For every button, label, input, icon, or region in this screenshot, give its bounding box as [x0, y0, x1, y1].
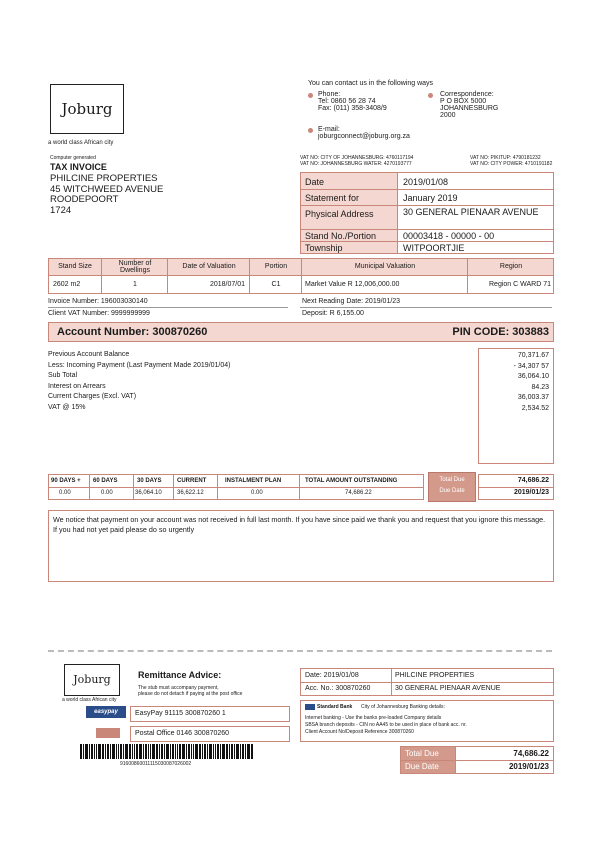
aging-header-30: 30 DAYS — [137, 478, 162, 484]
postal-number: Postal Office 0146 300870260 — [135, 730, 230, 737]
statement-value: January 2019 — [403, 193, 458, 203]
summary-values-box — [478, 348, 554, 464]
vat-right — [470, 155, 552, 167]
aging-header-current: CURRENT — [177, 478, 207, 484]
customer-address — [50, 174, 163, 216]
due-date-value: 2019/01/23 — [513, 489, 549, 496]
property-table — [48, 258, 554, 294]
bank-heading: City of Johannesburg Banking details: — [361, 704, 445, 710]
barcode — [80, 744, 290, 759]
total-due-box — [478, 474, 554, 500]
remittance-note1: The stub must accompany payment, — [138, 685, 219, 691]
bank-line3: Client Account No/Deposit Reference 300870260 — [305, 729, 414, 735]
corr-line2: JOHANNESBURG — [440, 105, 499, 112]
remittance-note2: please do not detach if paying at the post office — [138, 691, 243, 697]
vat-city-power: VAT NO: CITY POWER: 4710191182 — [470, 161, 553, 167]
value-valuation-date: 2018/07/01 — [209, 281, 245, 288]
correspondence-block — [440, 91, 498, 119]
remittance-due-date: 2019/01/23 — [508, 762, 549, 771]
customer-name: PHILCINE PROPERTIES — [50, 173, 158, 184]
due-stamp — [428, 472, 476, 502]
aging-value-30: 36,064.10 — [135, 490, 162, 496]
vat-coj: VAT NO: CITY OF JOHANNESBURG: 4760117194 — [300, 155, 414, 161]
notice-box — [48, 510, 554, 582]
aging-value-60: 0.00 — [101, 490, 113, 496]
pin-code: PIN CODE: 303883 — [452, 326, 549, 338]
joburg-logo — [50, 84, 124, 134]
aging-value-instalment: 0.00 — [251, 490, 263, 496]
email-label: E-mail: — [318, 126, 340, 133]
bank-line2: SBSA branch deposits - CIN no AA45 to be used in place of bank acc. nr. — [305, 722, 467, 728]
value-portion: C1 — [271, 281, 281, 288]
phone-label: Phone: — [318, 91, 341, 98]
next-reading-date: Next Reading Date: 2019/01/23 — [302, 298, 401, 305]
stand-value: 00003418 - 00000 - 00 — [403, 231, 495, 241]
remittance-total-due-label: Total Due — [405, 749, 439, 758]
customer-address1: 45 WITCHWEED AVENUE — [50, 183, 164, 195]
barcode-number: 91600860011115030087026002 — [120, 761, 192, 767]
deposit: Deposit: R 6,155.00 — [302, 310, 364, 317]
phone-tel: Tel: 0860 56 28 74 — [318, 98, 376, 105]
invoice-number: Invoice Number: 196003030140 — [48, 298, 148, 305]
bank-details-box — [300, 700, 554, 742]
remittance-total-box — [400, 746, 554, 774]
summary-value-payment: - 34,307 57 — [513, 362, 549, 370]
corr-line1: P O BOX 5000 — [440, 98, 487, 105]
contact-heading: You can contact us in the following ways — [308, 80, 434, 87]
notice-text: We notice that payment on your account was not received in full last month. If you have since paid we thank you and request that you ignore this message. If you had not yet paid please do so urgently — [53, 515, 546, 534]
remittance-title: Remittance Advice: — [138, 670, 222, 680]
vat-left — [300, 155, 413, 167]
aging-header-90: 90 DAYS + — [51, 478, 81, 484]
stamp-due-date-label: Due Date — [439, 488, 465, 494]
customer-postcode: 1724 — [50, 204, 72, 216]
summary-value-previous: 70,371.67 — [517, 352, 549, 359]
total-due-value: 74,686.22 — [517, 477, 549, 484]
client-vat: Client VAT Number: 9999999999 — [48, 310, 150, 317]
township-value: WITPOORTJIE — [403, 243, 465, 253]
remittance-name: PHILCINE PROPERTIES — [395, 672, 475, 679]
bank-logo-icon — [305, 704, 315, 710]
customer-address2: ROODEPOORT — [50, 194, 119, 205]
header-region: Region — [499, 263, 523, 270]
address-label: Physical Address — [305, 209, 374, 219]
aging-header-instalment: INSTALMENT PLAN — [225, 478, 282, 484]
address-value: 30 GENERAL PIENAAR AVENUE — [403, 207, 539, 217]
stamp-total-due-label: Total Due — [439, 477, 465, 483]
easypay-number: EasyPay 91115 300870260 1 — [135, 710, 226, 717]
aging-header-total: TOTAL AMOUNT OUTSTANDING — [305, 478, 398, 484]
aging-value-current: 36,622.12 — [177, 490, 204, 496]
vat-pikitup: VAT NO: PIKITUP: 4790181232 — [470, 155, 541, 161]
easypay-logo-text: easypay — [94, 709, 118, 715]
summary-label-payment: Less: Incoming Payment (Last Payment Made 2019/01/04) — [48, 361, 231, 369]
header-municipal: Municipal Valuation — [354, 263, 416, 270]
remittance-details-box — [300, 668, 554, 696]
summary-value-vat: 2,534.52 — [521, 404, 549, 412]
summary-value-interest: 84.23 — [531, 383, 549, 391]
postal-box — [130, 726, 290, 742]
aging-header-60: 60 DAYS — [93, 478, 118, 484]
aging-table — [48, 474, 424, 500]
email-block — [318, 126, 410, 140]
aging-value-90: 0.00 — [59, 490, 71, 496]
postoffice-icon — [96, 728, 120, 738]
summary-label-previous: Previous Account Balance — [48, 351, 130, 358]
header-stand-size: Stand Size — [58, 263, 92, 270]
remittance-tagline: a world class African city — [62, 697, 117, 703]
remittance-acc-no: Acc. No.: 300870260 — [305, 685, 371, 692]
email-icon — [308, 128, 313, 133]
corr-label: Correspondence: — [440, 91, 494, 98]
header-dwellings: Number of Dwellings — [118, 260, 152, 274]
remittance-address: 30 GENERAL PIENAAR AVENUE — [395, 685, 501, 692]
summary-label-current: Current Charges (Excl. VAT) — [48, 393, 137, 400]
aging-value-total: 74,686.22 — [345, 490, 372, 496]
email-address[interactable]: joburgconnect@joburg.org.za — [318, 133, 410, 140]
date-label: Date — [305, 177, 325, 187]
summary-value-current: 36,003.37 — [517, 394, 549, 401]
stand-label: Stand No./Portion — [305, 231, 377, 241]
value-municipal: Market Value R 12,006,000.00 — [305, 281, 400, 288]
summary-label-interest: Interest on Arrears — [48, 382, 106, 390]
value-dwellings: 1 — [133, 281, 137, 288]
remittance-date: Date: 2019/01/08 — [305, 672, 359, 679]
remittance-logo — [64, 664, 120, 696]
logo-text: Joburg — [61, 100, 113, 118]
bank-name: Standard Bank — [317, 704, 353, 710]
value-region: Region C WARD 71 — [489, 281, 551, 288]
statement-info-box — [300, 172, 554, 254]
summary-labels — [48, 350, 231, 413]
corr-line3: 2000 — [440, 112, 456, 119]
summary-value-subtotal: 36,064.10 — [517, 373, 549, 380]
date-value: 2019/01/08 — [403, 177, 449, 187]
header-valuation-date: Date of Valuation — [182, 263, 236, 270]
easypay-logo — [86, 706, 126, 718]
statement-label: Statement for — [305, 193, 360, 203]
account-number: Account Number: 300870260 — [57, 326, 208, 338]
phone-block — [318, 91, 387, 112]
value-stand-size: 2602 m2 — [53, 281, 81, 288]
tagline: a world class African city — [48, 140, 114, 146]
phone-fax: Fax: (011) 358-3408/9 — [318, 105, 387, 112]
computer-generated: Computer generated — [50, 155, 96, 161]
remittance-logo-text: Joburg — [73, 673, 111, 686]
header-portion: Portion — [264, 263, 288, 270]
bank-line1: Internet banking - Use the banks pre-loaded Company details — [305, 715, 442, 721]
mail-icon — [428, 93, 433, 98]
easypay-box — [130, 706, 290, 722]
summary-label-vat: VAT @ 15% — [48, 403, 86, 411]
phone-icon — [308, 93, 313, 98]
vat-water: VAT NO: JOHANNESBURG WATER: 4270193777 — [300, 161, 412, 167]
remittance-note — [138, 685, 242, 697]
doc-type: TAX INVOICE — [50, 162, 107, 172]
summary-label-subtotal: Sub Total — [48, 372, 78, 379]
account-bar — [48, 322, 554, 342]
remittance-total-due: 74,686.22 — [513, 749, 549, 758]
township-label: Township — [305, 243, 343, 253]
remittance-due-date-label: Due Date — [405, 762, 439, 771]
